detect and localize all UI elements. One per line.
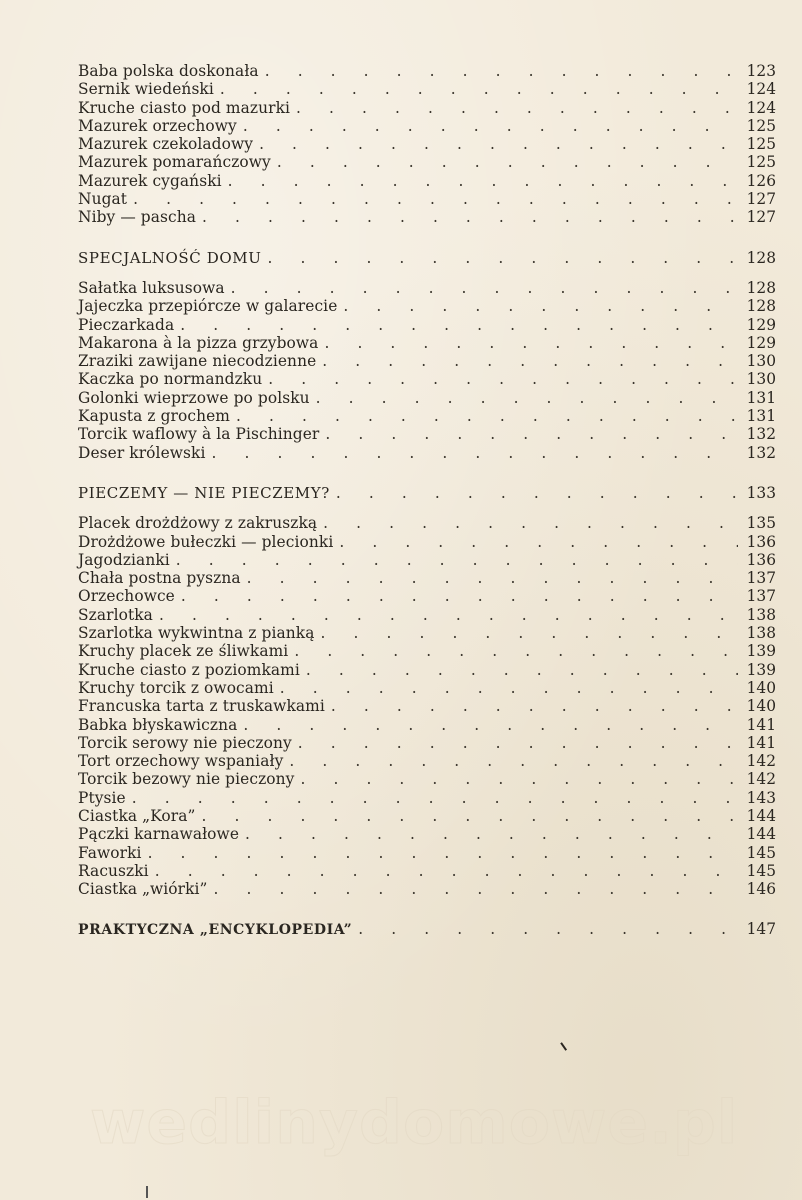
- toc-entry: [78, 297, 776, 315]
- section-heading-page-number: 133: [746, 483, 776, 502]
- section-heading: [78, 249, 776, 267]
- final-section-heading-page-number: 147: [746, 920, 776, 939]
- toc-entry: [78, 514, 776, 532]
- final-section-heading-title: PRAKTYCZNA „ENCYKLOPEDIA”: [78, 922, 353, 939]
- dot-leader: [294, 642, 738, 660]
- toc-entry-title: Faworki: [78, 843, 142, 862]
- toc-entry: [78, 734, 776, 752]
- toc-entry-title: Ptysie: [78, 788, 126, 807]
- toc-entry-page-number: 125: [746, 116, 776, 135]
- toc-entry-title: Placek drożdżowy z zakruszką: [78, 514, 318, 533]
- dot-leader: [228, 172, 738, 190]
- dot-leader: [280, 679, 738, 697]
- dot-leader: [155, 862, 738, 880]
- toc-entry: [78, 862, 776, 880]
- toc-entry-page-number: 126: [746, 171, 776, 190]
- toc-entry-page-number: 145: [746, 843, 776, 862]
- toc-entry-page-number: 141: [746, 715, 776, 734]
- toc-entry-page-number: 145: [746, 861, 776, 880]
- dot-leader: [201, 807, 738, 825]
- toc-entry-title: Kaczka po normandzku: [78, 370, 263, 389]
- toc-entry: [78, 624, 776, 642]
- toc-entry: [78, 117, 776, 135]
- toc-entry: [78, 316, 776, 334]
- toc-entry-page-number: 136: [746, 550, 776, 569]
- toc-entry-title: Kruchy placek ze śliwkami: [78, 642, 289, 661]
- toc-entry-title: Babka błyskawiczna: [78, 715, 238, 734]
- toc-entry-page-number: 124: [746, 80, 776, 99]
- toc-entry-title: Ciastka „Kora”: [78, 806, 196, 825]
- toc-entry: [78, 661, 776, 679]
- section-heading-title: PIECZEMY — NIE PIECZEMY?: [78, 483, 330, 502]
- dot-leader: [343, 297, 738, 315]
- toc-entry-page-number: 143: [746, 788, 776, 807]
- toc-group: [78, 249, 776, 462]
- toc-entry-page-number: 127: [746, 190, 776, 209]
- toc-entry-title: Kruchy torcik z owocami: [78, 678, 274, 697]
- toc-entry-page-number: 140: [746, 697, 776, 716]
- toc-entry: [78, 389, 776, 407]
- dot-leader: [298, 734, 738, 752]
- toc-entry-title: Pączki karnawałowe: [78, 825, 240, 844]
- dot-leader: [212, 444, 738, 462]
- toc-entry-title: Mazurek orzechowy: [78, 116, 237, 135]
- toc-entry-title: Makarona à la pizza grzybowa: [78, 333, 319, 352]
- dot-leader: [265, 62, 738, 80]
- toc-entry-page-number: 128: [746, 297, 776, 316]
- dot-leader: [180, 316, 738, 334]
- toc-entry: [78, 208, 776, 226]
- toc-entry-title: Zraziki zawijane niecodzienne: [78, 352, 317, 371]
- toc-group: [78, 484, 776, 899]
- toc-entry: [78, 880, 776, 898]
- toc-entry-page-number: 124: [746, 98, 776, 117]
- toc-entry-title: Sałatka luksusowa: [78, 278, 225, 297]
- toc-entry: [78, 642, 776, 660]
- dot-leader: [324, 334, 738, 352]
- toc-entry: [78, 770, 776, 788]
- toc-entry-page-number: 140: [746, 678, 776, 697]
- toc-entry-page-number: 138: [746, 624, 776, 643]
- toc-entry-title: Niby — pascha: [78, 208, 197, 227]
- dot-leader: [296, 99, 738, 117]
- toc-entry: [78, 407, 776, 425]
- toc-entry: [78, 99, 776, 117]
- toc-entry-page-number: 129: [746, 333, 776, 352]
- toc-entry-title: Szarlotka: [78, 605, 153, 624]
- toc-entry: [78, 844, 776, 862]
- toc-entry-title: Ciastka „wiórki”: [78, 880, 208, 899]
- toc-entry-title: Torcik waflowy à la Pischinger: [78, 425, 320, 444]
- toc-entry: [78, 679, 776, 697]
- toc-entry-title: Torcik serowy nie pieczony: [78, 733, 292, 752]
- section-heading-page-number: 128: [746, 248, 776, 267]
- toc-entry-page-number: 130: [746, 352, 776, 371]
- toc-entry-title: Mazurek cygański: [78, 171, 222, 190]
- toc-entry-title: Nugat: [78, 190, 128, 209]
- dot-leader: [339, 533, 738, 551]
- toc-entry-page-number: 132: [746, 443, 776, 462]
- dot-leader: [220, 80, 738, 98]
- dot-leader: [277, 153, 738, 171]
- toc-entry: [78, 444, 776, 462]
- dot-leader: [300, 770, 738, 788]
- dot-leader: [245, 825, 738, 843]
- toc-entry-title: Sernik wiedeński: [78, 80, 214, 99]
- dot-leader: [133, 190, 738, 208]
- toc-entry-page-number: 123: [746, 62, 776, 80]
- dot-leader: [289, 752, 738, 770]
- pencil-tick-mark: [560, 1038, 573, 1051]
- toc-entry: [78, 135, 776, 153]
- toc-entry: [78, 279, 776, 297]
- dot-leader: [268, 370, 738, 388]
- toc-entry-page-number: 128: [746, 278, 776, 297]
- toc-entry-page-number: 135: [746, 514, 776, 533]
- toc-entry-page-number: 144: [746, 825, 776, 844]
- toc-entry-page-number: 131: [746, 388, 776, 407]
- dot-leader: [231, 279, 738, 297]
- toc-entry: [78, 606, 776, 624]
- watermark: wedlinydomowe.pl: [90, 1088, 739, 1158]
- dot-leader: [331, 697, 738, 715]
- toc-entry-page-number: 139: [746, 660, 776, 679]
- dot-leader: [316, 389, 738, 407]
- toc-entry: [78, 569, 776, 587]
- dot-leader: [321, 624, 739, 642]
- dot-leader: [148, 844, 738, 862]
- toc-entry-title: Chała postna pyszna: [78, 569, 241, 588]
- toc-entry: [78, 153, 776, 171]
- toc-entry-title: Orzechowce: [78, 587, 175, 606]
- dot-leader: [159, 606, 738, 624]
- toc-entry: [78, 62, 776, 80]
- toc-entry-title: Deser królewski: [78, 443, 206, 462]
- dot-leader: [243, 117, 738, 135]
- toc-entry-title: Jagodzianki: [78, 550, 170, 569]
- dot-leader: [214, 880, 739, 898]
- toc-entry: [78, 697, 776, 715]
- section-heading-title: SPECJALNOŚĆ DOMU: [78, 248, 262, 267]
- toc-entry-title: Pieczarkada: [78, 315, 175, 334]
- toc-entry-title: Kruche ciasto z poziomkami: [78, 660, 300, 679]
- final-section-heading: [78, 920, 776, 938]
- dot-leader: [306, 661, 738, 679]
- toc-entry-title: Torcik bezowy nie pieczony: [78, 770, 295, 789]
- toc-entry-page-number: 139: [746, 642, 776, 661]
- toc-entry-title: Racuszki: [78, 861, 149, 880]
- toc-entry-page-number: 125: [746, 135, 776, 154]
- toc-entry: [78, 825, 776, 843]
- dot-leader: [325, 425, 738, 443]
- toc-entry: [78, 190, 776, 208]
- toc-entry-page-number: 132: [746, 425, 776, 444]
- toc-entry-page-number: 136: [746, 532, 776, 551]
- toc-entry: [78, 80, 776, 98]
- dot-leader: [181, 587, 738, 605]
- toc-entry-title: Kapusta z grochem: [78, 407, 230, 426]
- toc-entry: [78, 551, 776, 569]
- toc-entry: [78, 533, 776, 551]
- toc-entry-title: Drożdżowe bułeczki — plecionki: [78, 532, 334, 551]
- toc-entry: [78, 716, 776, 734]
- dot-leader: [267, 249, 738, 267]
- toc-entry-page-number: 146: [746, 880, 776, 899]
- toc-entry-page-number: 127: [746, 208, 776, 227]
- dot-leader: [358, 920, 738, 938]
- toc-entry-title: Jajeczka przepiórcze w galarecie: [78, 297, 338, 316]
- dot-leader: [176, 551, 738, 569]
- toc-entry-page-number: 142: [746, 770, 776, 789]
- dot-leader: [336, 484, 738, 502]
- toc-entry-page-number: 144: [746, 806, 776, 825]
- dot-leader: [247, 569, 738, 587]
- toc-entry-title: Golonki wieprzowe po polsku: [78, 388, 310, 407]
- toc-entry-page-number: 141: [746, 733, 776, 752]
- toc-entry: [78, 587, 776, 605]
- toc-entry-page-number: 142: [746, 752, 776, 771]
- table-of-contents: [78, 62, 776, 939]
- toc-entry-title: Mazurek czekoladowy: [78, 135, 254, 154]
- dot-leader: [202, 208, 738, 226]
- toc-entry-title: Francuska tarta z truskawkami: [78, 697, 325, 716]
- dot-leader: [259, 135, 738, 153]
- dot-leader: [322, 352, 738, 370]
- section-heading: [78, 484, 776, 502]
- toc-entry: [78, 789, 776, 807]
- toc-entry-page-number: 125: [746, 153, 776, 172]
- toc-entry-title: Mazurek pomarańczowy: [78, 153, 271, 172]
- toc-entry-page-number: 137: [746, 587, 776, 606]
- dot-leader: [236, 407, 738, 425]
- dot-leader: [323, 514, 738, 532]
- toc-entry-page-number: 129: [746, 315, 776, 334]
- toc-entry: [78, 807, 776, 825]
- toc-entry-page-number: 131: [746, 407, 776, 426]
- dot-leader: [132, 789, 738, 807]
- toc-entry-title: Szarlotka wykwintna z pianką: [78, 624, 315, 643]
- toc-entry-title: Tort orzechowy wspaniały: [78, 752, 284, 771]
- toc-group: [78, 62, 776, 227]
- dot-leader: [243, 716, 738, 734]
- toc-entry: [78, 370, 776, 388]
- edge-mark: [146, 1186, 148, 1198]
- toc-entry: [78, 172, 776, 190]
- toc-entry-page-number: 130: [746, 370, 776, 389]
- toc-entry-title: Kruche ciasto pod mazurki: [78, 98, 291, 117]
- toc-entry-page-number: 138: [746, 605, 776, 624]
- toc-entry-page-number: 137: [746, 569, 776, 588]
- toc-entry: [78, 352, 776, 370]
- toc-entry: [78, 334, 776, 352]
- toc-entry: [78, 425, 776, 443]
- toc-entry-title: Baba polska doskonała: [78, 62, 259, 80]
- toc-entry: [78, 752, 776, 770]
